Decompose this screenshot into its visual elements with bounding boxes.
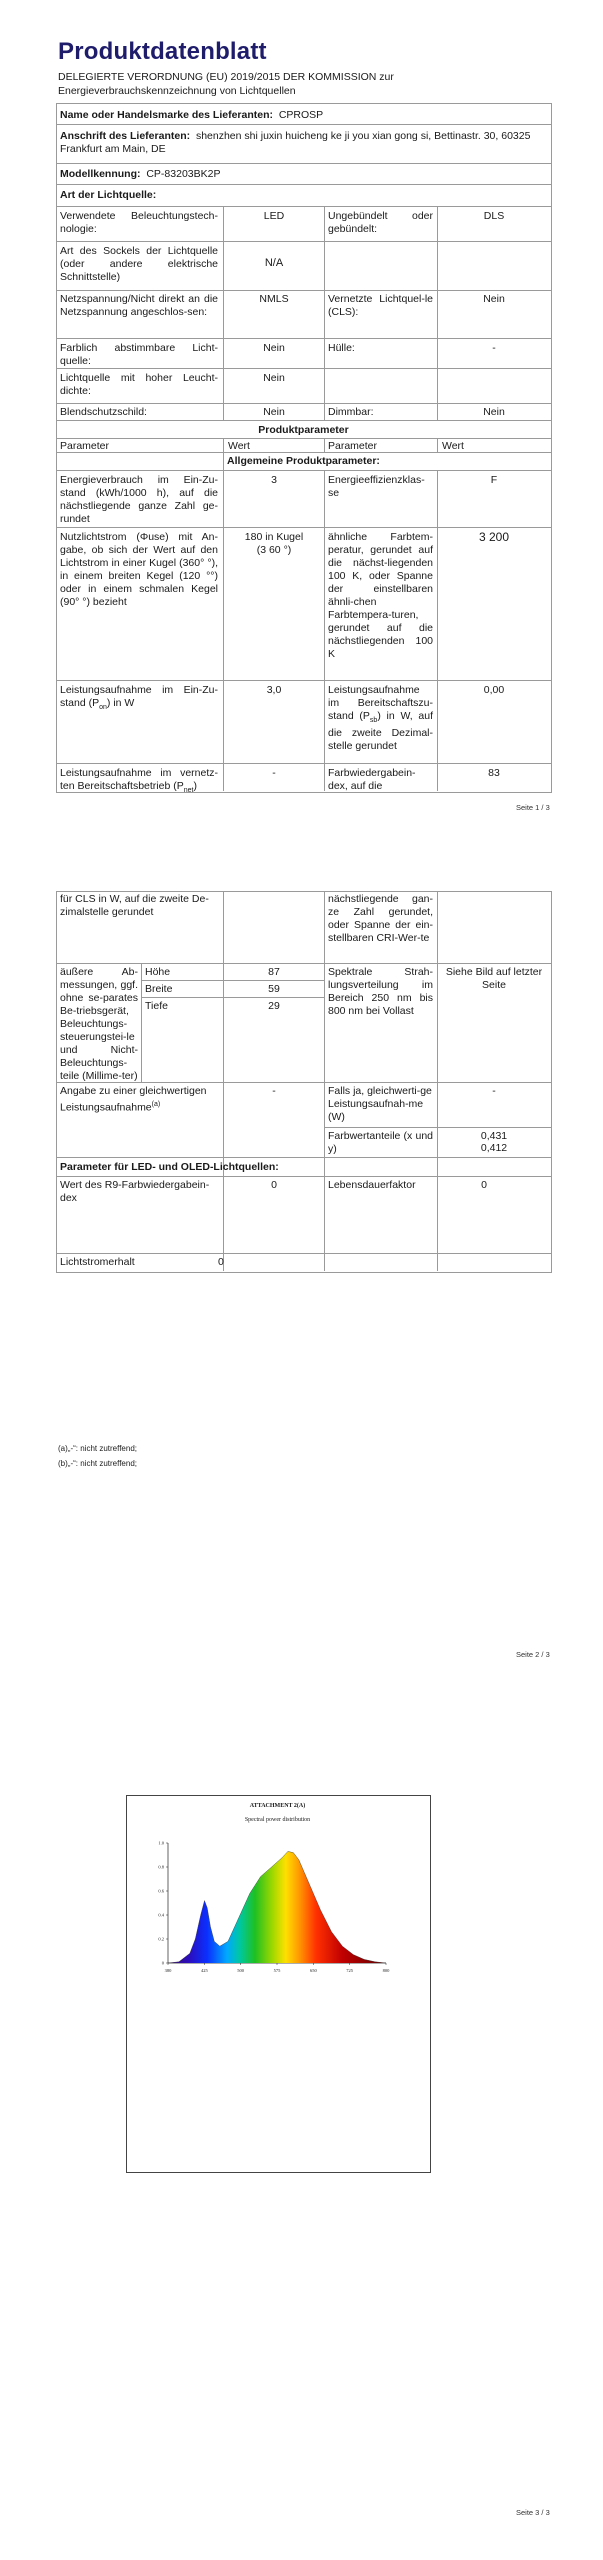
- width-value: 59: [268, 983, 280, 995]
- product-params-heading: Produktparameter: [258, 424, 349, 436]
- led-params-heading: Parameter für LED- und OLED-Lichtquellen:: [60, 1161, 279, 1173]
- glare-value: Nein: [263, 406, 285, 418]
- chromaticity-x: 0,431: [480, 1130, 508, 1142]
- param-header-2: Parameter: [328, 440, 378, 452]
- directional-value: DLS: [483, 210, 505, 222]
- footnote-a: (a)„-“: nicht zutreffend;: [58, 1444, 137, 1453]
- height-value: 87: [268, 966, 280, 978]
- cct-value: 3 200: [478, 530, 510, 544]
- standby-power-label: Leistungsaufnahme im Bereitschaftszu-stand $(P_{sb})$ in W, auf die zweite Dezimal-stelle gerundet: [328, 684, 434, 753]
- envelope-value: -: [492, 342, 496, 354]
- dimensions-label: äußere Ab-messungen, ggf. ohne se-parates Be-triebsgerät, Beleuchtungs-steuerungstei-le und Nicht-Beleuchtungs-teile (Millime-ter): [60, 966, 138, 1082]
- equivalent-power-yes-value: -: [492, 1085, 496, 1097]
- efficiency-class-value: F: [490, 474, 498, 486]
- y-tick-label: 0.2: [158, 1936, 164, 1942]
- high-luminance-value: Nein: [263, 372, 285, 384]
- regulation-subtitle: DELEGIERTE VERORDNUNG (EU) 2019/2015 DER KOMMISSION zur Energieverbrauchskennzeichnung von Lichtquellen: [58, 71, 394, 97]
- spectral-distribution-label: Spektrale Strah-lungsverteilung im Bereich 250 nm bis 800 nm bei Vollast: [328, 966, 433, 1017]
- x-tick-label: 380: [164, 1968, 172, 1973]
- cri-value: 83: [488, 767, 500, 779]
- page-number-1: Seite 1 / 3: [516, 803, 550, 812]
- chart-title: Spectral power distribution: [244, 1817, 311, 1823]
- survival-factor-value: 0: [481, 1179, 487, 1191]
- general-params-heading: Allgemeine Produktparameter:: [227, 455, 380, 467]
- technology-label: Verwendete Beleuchtungstech-nologie:: [60, 210, 218, 235]
- equivalent-power-yes-label: Falls ja, gleichwerti-ge Leistungsaufnah-me (W): [328, 1085, 432, 1123]
- mains-value: NMLS: [259, 293, 289, 305]
- x-tick-label: 725: [346, 1968, 354, 1973]
- x-tick-label: 500: [237, 1968, 245, 1973]
- value-header-1: Wert: [228, 440, 250, 452]
- equivalent-power-value: -: [272, 1085, 276, 1097]
- connected-value: Nein: [483, 293, 505, 305]
- dimmable-value: Nein: [483, 406, 505, 418]
- high-luminance-label: Lichtquelle mit hoher Leucht-dichte:: [60, 372, 218, 397]
- mains-label: Netzspannung/Nicht direkt an die Netzspannung angeschlos-sen:: [60, 293, 218, 318]
- supplier-name-row: Name oder Handelsmarke des Lieferanten: CPROSP: [60, 109, 324, 121]
- r9-value: 0: [271, 1179, 277, 1191]
- equivalent-power-label: Angabe zu einer gleichwertigen Leistungsaufnahme$^{(a)}$: [60, 1085, 207, 1114]
- directional-label: Ungebündelt oder gebündelt:: [328, 210, 433, 235]
- useful-flux-value-2: (3 60 °): [256, 544, 292, 556]
- light-source-type-heading: Art der Lichtquelle:: [60, 189, 157, 201]
- param-header-1: Parameter: [60, 440, 110, 452]
- page-number-3: Seite 3 / 3: [516, 2508, 550, 2517]
- height-label: Höhe: [145, 966, 171, 978]
- lumen-maintenance-label: Lichtstromerhalt: [60, 1256, 135, 1268]
- technology-value: LED: [263, 210, 285, 222]
- connected-label: Vernetzte Lichtquel-le (CLS):: [328, 293, 433, 318]
- x-tick-label: 650: [309, 1968, 317, 1973]
- value-header-2: Wert: [442, 440, 464, 452]
- networked-standby-cont: für CLS in W, auf die zweite De-zimalstelle gerundet: [60, 893, 209, 918]
- chromaticity-y: 0,412: [480, 1142, 508, 1154]
- envelope-label: Hülle:: [328, 342, 355, 354]
- page-number-2: Seite 2 / 3: [516, 1650, 550, 1659]
- on-mode-power-value: 3,0: [266, 684, 282, 696]
- standby-power-value: 0,00: [483, 684, 505, 696]
- energy-consumption-value: 3: [271, 474, 277, 486]
- y-tick-label: 0: [161, 1960, 164, 1966]
- x-tick-label: 800: [382, 1968, 390, 1973]
- page-title: Produktdatenblatt: [58, 38, 267, 65]
- y-tick-label: 1.0: [158, 1840, 164, 1846]
- depth-label: Tiefe: [145, 1000, 168, 1012]
- cct-label: ähnliche Farbtem-peratur, gerundet auf die nächst-liegenden 100 K, oder Spanne der einstellbaren ähnli-chen Farbtempera-turen, gerundet auf die nächstliegenden 100 K: [328, 531, 433, 660]
- survival-factor-label: Lebensdauerfaktor: [328, 1179, 416, 1191]
- networked-standby-value: -: [272, 767, 276, 779]
- x-tick-label: 575: [273, 1968, 281, 1973]
- on-mode-power-label: Leistungsaufnahme im Ein-Zu-stand $(P_{on})$ in W: [60, 684, 218, 712]
- attachment-title: ATTACHMENT 2(A): [249, 1803, 306, 1809]
- socket-label: Art des Sockels der Lichtquelle (oder andere elektrische Schnittstelle): [60, 245, 218, 283]
- dimmable-label: Dimmbar:: [328, 406, 374, 418]
- spectrum-area: [168, 1851, 386, 1963]
- y-tick-label: 0.4: [158, 1912, 164, 1918]
- width-label: Breite: [145, 983, 173, 995]
- r9-label: Wert des R9-Farbwiedergabein-dex: [60, 1179, 210, 1204]
- depth-value: 29: [268, 1000, 280, 1012]
- supplier-address-row: Anschrift des Lieferanten: shenzhen shi juxin huicheng ke ji you xian gong si, Bettinastr. 30, 60325 Frankfurt am Main, DE: [60, 130, 531, 155]
- model-row: Modellkennung: CP-83203BK2P: [60, 168, 221, 180]
- efficiency-class-label: Energieeffizienzklas-se: [328, 474, 425, 499]
- tunable-value: Nein: [263, 342, 285, 354]
- footnote-b: (b)„-“: nicht zutreffend;: [58, 1459, 137, 1468]
- spectral-power-chart: [126, 1825, 429, 1985]
- lumen-maintenance-value: 0: [218, 1256, 224, 1268]
- useful-flux-value-1: 180 in Kugel: [244, 531, 304, 543]
- chromaticity-label: Farbwertanteile (x und y): [328, 1130, 433, 1155]
- socket-value: N/A: [264, 257, 284, 269]
- networked-standby-label: Leistungsaufnahme im vernetz-ten Bereitschaftsbetrieb $(P_{net})$: [60, 767, 218, 795]
- tunable-label: Farblich abstimmbare Licht-quelle:: [60, 342, 218, 367]
- y-tick-label: 0.6: [158, 1888, 164, 1894]
- y-tick-label: 0.8: [158, 1864, 164, 1870]
- cri-label: Farbwiedergabein-dex, auf die: [328, 767, 416, 792]
- x-tick-label: 425: [200, 1968, 208, 1973]
- energy-consumption-label: Energieverbrauch im Ein-Zu-stand (kWh/1000 h), auf die nächstliegende ganze Zahl ge-rundet: [60, 474, 218, 525]
- useful-flux-label: Nutzlichtstrom (Φuse) mit An-gabe, ob sich der Wert auf den Lichtstrom in einer Kugel (360° °), in einem breiten Kegel (120 °°) oder in einem schmalen Kegel (90° °) bezieht: [60, 531, 218, 608]
- cri-cont: nächstliegende gan-ze Zahl gerundet, oder Spanne der ein-stellbaren CRI-Wer-te: [328, 893, 433, 944]
- glare-label: Blendschutzschild:: [60, 406, 147, 418]
- spectral-distribution-value: Siehe Bild auf letzter Seite: [445, 966, 543, 991]
